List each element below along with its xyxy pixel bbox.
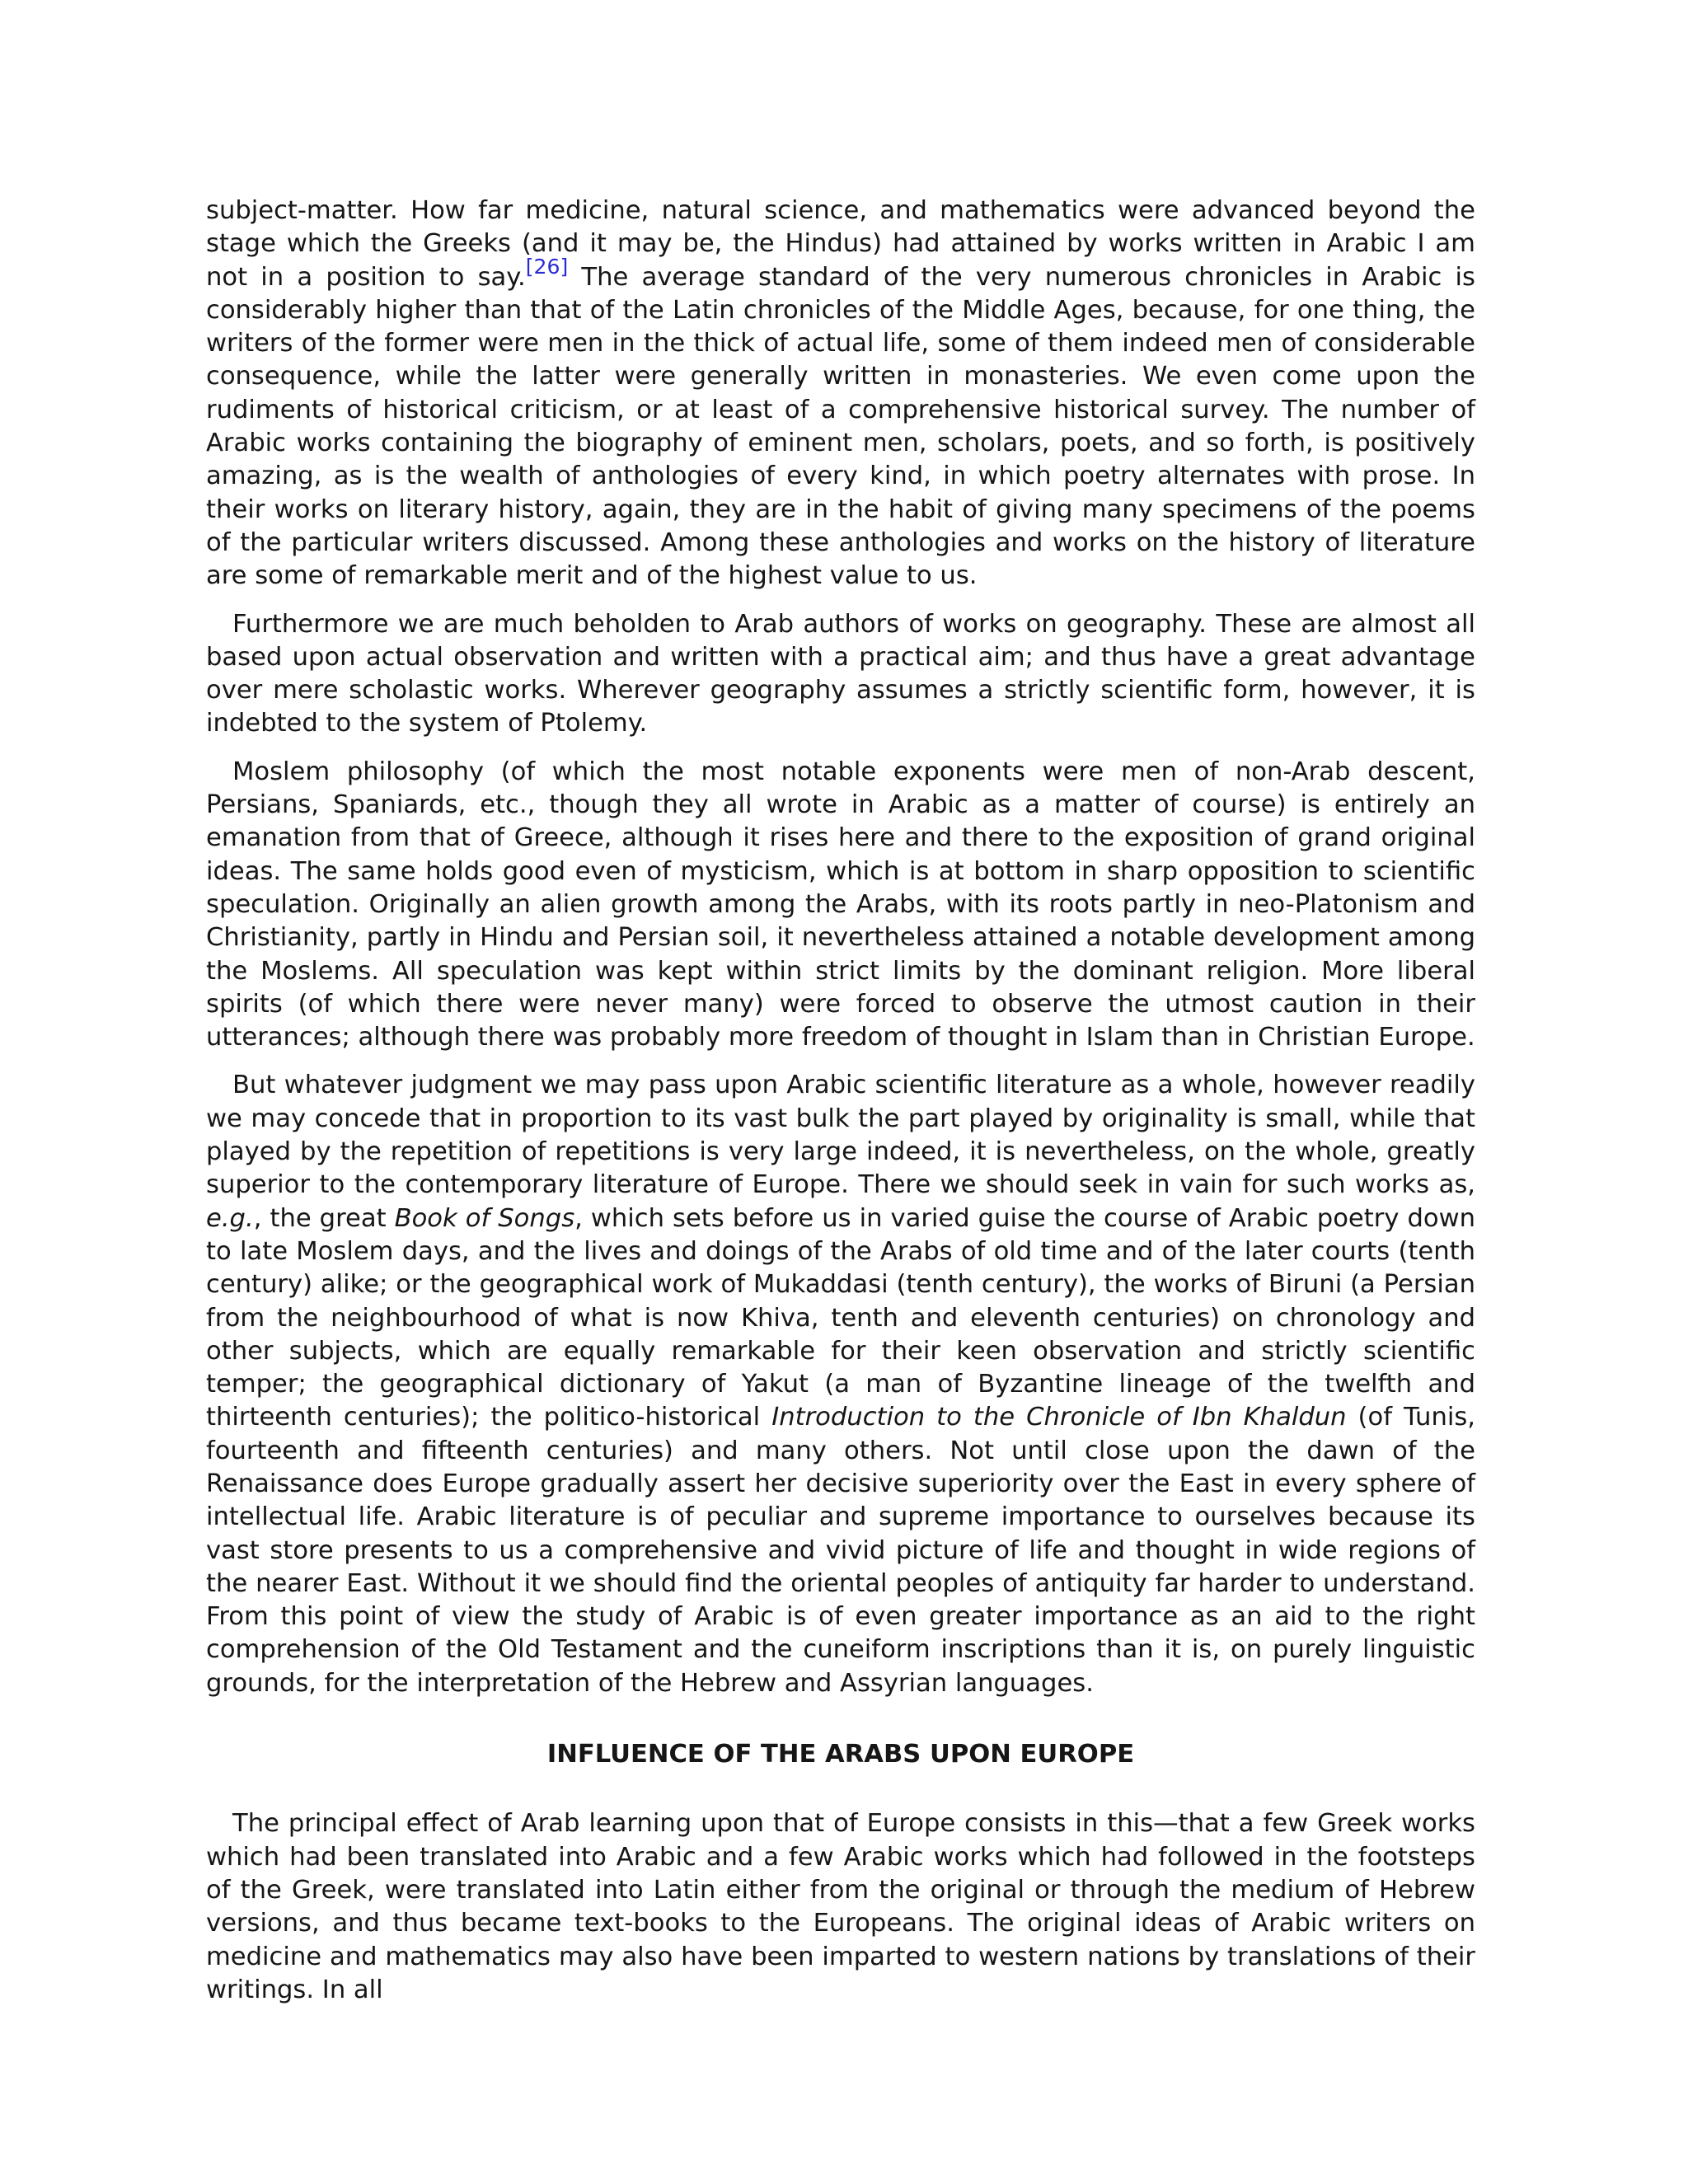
italic-ibn-khaldun: Introduction to the Chronicle of Ibn Khaldun	[771, 1403, 1347, 1432]
document-page	[206, 194, 1475, 2022]
paragraph-3: Moslem philosophy (of which the most notable exponents were men of non-Arab descent, Persians, Spaniards, etc., though they all wrote in Arabic as a matter of course) is entirely an emanation from that of Greece, although it rises here and there to the exposition of grand original ideas. The same holds good even of mysticism, which is at bottom in sharp opposition to scientific speculation. Originally an alien growth among the Arabs, with its roots partly in neo-Platonism and Christianity, partly in Hindu and Persian soil, it nevertheless attained a notable development among the Moslems. All speculation was kept within strict limits by the dominant religion. More liberal spirits (of which there were never many) were forced to observe the utmost caution in their utterances; although there was probably more freedom of thought in Islam than in Christian Europe.	[206, 757, 1475, 1052]
paragraph-4	[206, 1069, 1475, 1700]
paragraph-4-text-c: , which sets before us in varied guise the course of Arabic poetry down to late Moslem days, and the lives and doings of the Arabs of old time and of the later courts (tenth century) alike; or the geographical work of Mukaddasi (tenth century), the works of Biruni (a Persian from the neighbourhood of what is now Khiva, tenth and eleventh centuries) on chronology and other subjects, which are equally remarkable for their keen observation and strictly scientific temper; the geographical dictionary of Yakut (a man of Byzantine lineage of the twelfth and thirteenth centuries); the politico-historical	[206, 1203, 1476, 1432]
italic-book-of-songs: Book of Songs	[394, 1203, 575, 1233]
paragraph-4-text-b: , the great	[253, 1203, 395, 1233]
paragraph-1	[206, 194, 1475, 593]
italic-eg: e.g.	[206, 1203, 254, 1233]
paragraph-1-text-start: subject-matter. How far medicine, natural science, and mathematics were advanced beyond the stage which the Greeks (and it may be, the Hindus) had attained by works written in Arabic I am not in a position to say.	[206, 196, 1475, 292]
section-heading: INFLUENCE OF THE ARABS UPON EUROPE	[546, 1740, 1135, 1769]
paragraph-2: Furthermore we are much beholden to Arab authors of works on geography. These are almost all based upon actual observation and written with a practical aim; and thus have a great advantage over mere scholastic works. Wherever geography assumes a strictly scientific form, however, it is indebted to the system of Ptolemy.	[206, 609, 1475, 738]
paragraph-4-text-d: (of Tunis, fourteenth and fifteenth centuries) and many others. Not until close upon the dawn of the Renaissance does Europe gradually assert her decisive superiority over the East in every sphere of intellectual life. Arabic literature is of peculiar and supreme importance to ourselves because its vast store presents to us a comprehensive and vivid picture of life and thought in wide regions of the nearer East. Without it we should find the oriental peoples of antiquity far harder to understand. From this point of view the study of Arabic is of even greater importance as an aid to the right comprehension of the Old Testament and the cuneiform inscriptions than it is, on purely linguistic grounds, for the interpretation of the Hebrew and Assyrian languages.	[206, 1403, 1475, 1698]
paragraph-1-text-end: The average standard of the very numerous chronicles in Arabic is considerably higher than that of the Latin chronicles of the Middle Ages, because, for one thing, the writers of the former were men in the thick of actual life, some of them indeed men of considerable consequence, while the latter were generally written in monasteries. We even come upon the rudiments of historical criticism, or at least of a comprehensive historical survey. The number of Arabic works containing the biography of eminent men, scholars, poets, and so forth, is positively amazing, as is the wealth of anthologies of every kind, in which poetry alternates with prose. In their works on literary history, again, they are in the habit of giving many specimens of the poems of the particular writers discussed. Among these anthologies and works on the history of literature are some of remarkable merit and of the highest value to us.	[206, 262, 1475, 591]
paragraph-4-text-a: But whatever judgment we may pass upon Arabic scientific literature as a whole, however readily we may concede that in proportion to its vast bulk the part played by originality is small, while that played by the repetition of repetitions is very large indeed, it is nevertheless, on the whole, greatly superior to the contemporary literature of Europe. There we should seek in vain for such works as,	[206, 1071, 1475, 1200]
footnote-link[interactable]: [26]	[525, 254, 569, 279]
paragraph-5: The principal effect of Arab learning upon that of Europe consists in this—that a few Greek works which had been translated into Arabic and a few Arabic works which had followed in the footsteps of the Greek, were translated into Latin either from the original or through the medium of Hebrew versions, and thus became text-books to the Europeans. The original ideas of Arabic writers on medicine and mathematics may also have been imparted to western nations by translations of their writings. In all	[206, 1809, 1475, 2004]
